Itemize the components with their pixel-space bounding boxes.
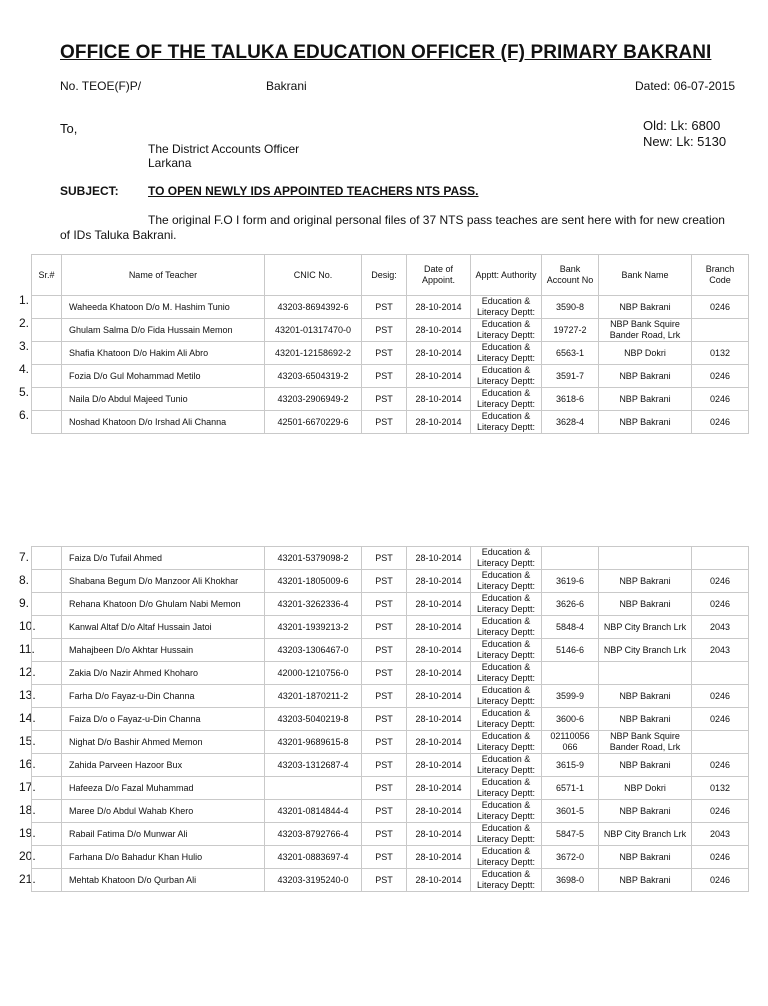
cell-authority: Education & Literacy Deptt: (471, 365, 542, 388)
table-row (32, 685, 749, 708)
serial-number: 6. (19, 408, 30, 422)
cell-desig: PST (362, 685, 407, 708)
table-row (32, 570, 749, 593)
header-authority: Apptt: Authority (471, 255, 542, 296)
old-lk-number: Old: Lk: 6800 (643, 118, 721, 133)
cell-date: 28-10-2014 (407, 570, 471, 593)
cell-name: Fozia D/o Gul Mohammad Metilo (62, 365, 265, 388)
cell-account: 3628-4 (542, 411, 599, 434)
cell-name: Zahida Parveen Hazoor Bux (62, 754, 265, 777)
cell-date: 28-10-2014 (407, 616, 471, 639)
cell-desig: PST (362, 411, 407, 434)
serial-number: 16. (19, 757, 36, 771)
cell-date: 28-10-2014 (407, 593, 471, 616)
cell-branch: 0132 (692, 777, 749, 800)
cell-branch: 0246 (692, 754, 749, 777)
cell-account: 3615-9 (542, 754, 599, 777)
serial-number: 13. (19, 688, 36, 702)
cell-desig: PST (362, 342, 407, 365)
cell-account: 6571-1 (542, 777, 599, 800)
cell-desig: PST (362, 365, 407, 388)
cell-cnic: 43201-1870211-2 (265, 685, 362, 708)
cell-account: 3590-8 (542, 296, 599, 319)
cell-branch: 0246 (692, 388, 749, 411)
cell-name: Maree D/o Abdul Wahab Khero (62, 800, 265, 823)
serial-number: 12. (19, 665, 36, 679)
cell-branch: 2043 (692, 639, 749, 662)
header-account: Bank Account No (542, 255, 599, 296)
cell-cnic: 43201-01317470-0 (265, 319, 362, 342)
cell-date: 28-10-2014 (407, 547, 471, 570)
cell-authority: Education & Literacy Deptt: (471, 388, 542, 411)
cell-desig: PST (362, 754, 407, 777)
serial-number: 2. (19, 316, 30, 330)
cell-bank: NBP Dokri (599, 777, 692, 800)
cell-date: 28-10-2014 (407, 800, 471, 823)
cell-branch: 2043 (692, 823, 749, 846)
table-row (32, 800, 749, 823)
cell-account: 5848-4 (542, 616, 599, 639)
cell-sr (32, 708, 62, 731)
cell-account: 3672-0 (542, 846, 599, 869)
serial-number: 15. (19, 734, 36, 748)
cell-cnic: 42000-1210756-0 (265, 662, 362, 685)
table-row (32, 731, 749, 754)
cell-account: 3618-6 (542, 388, 599, 411)
cell-authority: Education & Literacy Deptt: (471, 570, 542, 593)
cell-desig: PST (362, 296, 407, 319)
cell-bank: NBP Bakrani (599, 708, 692, 731)
cell-branch: 2043 (692, 616, 749, 639)
serial-number: 8. (19, 573, 30, 587)
cell-branch (692, 731, 749, 754)
cell-account: 6563-1 (542, 342, 599, 365)
cell-name: Noshad Khatoon D/o Irshad Ali Channa (62, 411, 265, 434)
cell-name: Farhana D/o Bahadur Khan Hulio (62, 846, 265, 869)
cell-branch (692, 547, 749, 570)
header-bank: Bank Name (599, 255, 692, 296)
cell-account: 3601-5 (542, 800, 599, 823)
cell-sr (32, 570, 62, 593)
cell-branch: 0246 (692, 800, 749, 823)
cell-desig: PST (362, 869, 407, 892)
table-row (32, 616, 749, 639)
cell-date: 28-10-2014 (407, 823, 471, 846)
cell-account: 3599-9 (542, 685, 599, 708)
cell-desig: PST (362, 388, 407, 411)
cell-authority: Education & Literacy Deptt: (471, 823, 542, 846)
cell-date: 28-10-2014 (407, 319, 471, 342)
cell-date: 28-10-2014 (407, 777, 471, 800)
cell-sr (32, 411, 62, 434)
table-row (32, 823, 749, 846)
new-lk-number: New: Lk: 5130 (643, 134, 727, 149)
table-row (32, 296, 749, 319)
cell-cnic: 43203-5040219-8 (265, 708, 362, 731)
cell-desig: PST (362, 777, 407, 800)
cell-authority: Education & Literacy Deptt: (471, 869, 542, 892)
cell-authority: Education & Literacy Deptt: (471, 846, 542, 869)
cell-bank: NBP Bakrani (599, 570, 692, 593)
cell-desig: PST (362, 319, 407, 342)
cell-cnic: 43201-3262336-4 (265, 593, 362, 616)
cell-date: 28-10-2014 (407, 411, 471, 434)
cell-authority: Education & Literacy Deptt: (471, 342, 542, 365)
cell-branch: 0246 (692, 365, 749, 388)
cell-sr (32, 662, 62, 685)
reference-number: No. TEOE(F)P/ (60, 79, 142, 93)
place-name: Bakrani (266, 79, 307, 93)
cell-sr (32, 342, 62, 365)
cell-branch: 0246 (692, 411, 749, 434)
cell-cnic: 43201-0814844-4 (265, 800, 362, 823)
cell-name: Shabana Begum D/o Manzoor Ali Khokhar (62, 570, 265, 593)
cell-bank: NBP City Branch Lrk (599, 823, 692, 846)
cell-cnic: 43201-0883697-4 (265, 846, 362, 869)
cell-date: 28-10-2014 (407, 342, 471, 365)
cell-sr (32, 823, 62, 846)
teachers-table-first-block (31, 254, 749, 434)
table-row (32, 754, 749, 777)
cell-name: Faiza D/o o Fayaz-u-Din Channa (62, 708, 265, 731)
table-row (32, 846, 749, 869)
cell-date: 28-10-2014 (407, 708, 471, 731)
cell-bank: NBP Bank Squire Bander Road, Lrk (599, 731, 692, 754)
cell-date: 28-10-2014 (407, 846, 471, 869)
serial-number: 5. (19, 385, 30, 399)
cell-account (542, 662, 599, 685)
serial-number: 7. (19, 550, 30, 564)
table-row (32, 547, 749, 570)
cell-authority: Education & Literacy Deptt: (471, 547, 542, 570)
cell-bank: NBP Bakrani (599, 593, 692, 616)
cell-bank: NBP Bakrani (599, 411, 692, 434)
cell-branch: 0132 (692, 342, 749, 365)
cell-bank: NBP Bakrani (599, 685, 692, 708)
cell-sr (32, 731, 62, 754)
cell-name: Hafeeza D/o Fazal Muhammad (62, 777, 265, 800)
cell-authority: Education & Literacy Deptt: (471, 411, 542, 434)
table-row (32, 388, 749, 411)
serial-number: 3. (19, 339, 30, 353)
cell-account: 3619-6 (542, 570, 599, 593)
table-row (32, 342, 749, 365)
serial-number: 4. (19, 362, 30, 376)
table-row (32, 662, 749, 685)
serial-number: 14. (19, 711, 36, 725)
cell-date: 28-10-2014 (407, 365, 471, 388)
cell-name: Rehana Khatoon D/o Ghulam Nabi Memon (62, 593, 265, 616)
cell-sr (32, 296, 62, 319)
cell-cnic: 43203-8694392-6 (265, 296, 362, 319)
cell-bank: NBP Bakrani (599, 388, 692, 411)
cell-sr (32, 547, 62, 570)
cell-desig: PST (362, 708, 407, 731)
cell-sr (32, 365, 62, 388)
cell-account: 3600-6 (542, 708, 599, 731)
cell-cnic: 43201-12158692-2 (265, 342, 362, 365)
cell-account: 5847-5 (542, 823, 599, 846)
table-header-row (32, 255, 749, 296)
cell-cnic: 43203-1306467-0 (265, 639, 362, 662)
table-row (32, 869, 749, 892)
cell-date: 28-10-2014 (407, 388, 471, 411)
cell-authority: Education & Literacy Deptt: (471, 616, 542, 639)
serial-number: 11. (19, 642, 35, 656)
table-row (32, 593, 749, 616)
cell-sr (32, 593, 62, 616)
body-line-2: of IDs Taluka Bakrani. (60, 228, 177, 242)
cell-authority: Education & Literacy Deptt: (471, 754, 542, 777)
cell-date: 28-10-2014 (407, 639, 471, 662)
table-row (32, 319, 749, 342)
cell-authority: Education & Literacy Deptt: (471, 593, 542, 616)
serial-number: 18. (19, 803, 36, 817)
cell-name: Zakia D/o Nazir Ahmed Khoharo (62, 662, 265, 685)
cell-sr (32, 800, 62, 823)
cell-desig: PST (362, 593, 407, 616)
cell-desig: PST (362, 662, 407, 685)
serial-number: 21. (19, 872, 36, 886)
cell-desig: PST (362, 846, 407, 869)
cell-authority: Education & Literacy Deptt: (471, 708, 542, 731)
header-name: Name of Teacher (62, 255, 265, 296)
cell-cnic: 43201-1939213-2 (265, 616, 362, 639)
cell-date: 28-10-2014 (407, 869, 471, 892)
cell-bank (599, 662, 692, 685)
salutation-to: To, (60, 121, 78, 136)
serial-number: 1. (19, 293, 30, 307)
cell-branch: 0246 (692, 869, 749, 892)
cell-date: 28-10-2014 (407, 296, 471, 319)
cell-cnic: 43203-3195240-0 (265, 869, 362, 892)
cell-date: 28-10-2014 (407, 754, 471, 777)
cell-sr (32, 777, 62, 800)
recipient-line-1: The District Accounts Officer (148, 142, 300, 156)
cell-authority: Education & Literacy Deptt: (471, 296, 542, 319)
table-row (32, 777, 749, 800)
document-date: Dated: 06-07-2015 (635, 79, 736, 93)
cell-name: Waheeda Khatoon D/o M. Hashim Tunio (62, 296, 265, 319)
cell-desig: PST (362, 823, 407, 846)
serial-number: 17. (19, 780, 36, 794)
cell-desig: PST (362, 547, 407, 570)
cell-bank: NBP Bakrani (599, 846, 692, 869)
cell-date: 28-10-2014 (407, 662, 471, 685)
cell-authority: Education & Literacy Deptt: (471, 800, 542, 823)
cell-cnic: 43201-1805009-6 (265, 570, 362, 593)
cell-account (542, 547, 599, 570)
cell-sr (32, 319, 62, 342)
cell-branch: 0246 (692, 296, 749, 319)
table-row (32, 708, 749, 731)
cell-branch: 0246 (692, 708, 749, 731)
cell-name: Ghulam Salma D/o Fida Hussain Memon (62, 319, 265, 342)
cell-bank: NBP Bakrani (599, 869, 692, 892)
cell-cnic: 43201-9689615-8 (265, 731, 362, 754)
cell-bank: NBP Bakrani (599, 296, 692, 319)
cell-branch: 0246 (692, 570, 749, 593)
cell-account: 19727-2 (542, 319, 599, 342)
cell-desig: PST (362, 639, 407, 662)
cell-cnic: 43201-5379098-2 (265, 547, 362, 570)
cell-name: Faiza D/o Tufail Ahmed (62, 547, 265, 570)
serial-number: 10. (19, 619, 36, 633)
cell-sr (32, 616, 62, 639)
cell-bank: NBP Bank Squire Bander Road, Lrk (599, 319, 692, 342)
cell-account: 3698-0 (542, 869, 599, 892)
cell-desig: PST (362, 570, 407, 593)
cell-account: 02110056 066 (542, 731, 599, 754)
cell-authority: Education & Literacy Deptt: (471, 777, 542, 800)
cell-bank: NBP Dokri (599, 342, 692, 365)
cell-date: 28-10-2014 (407, 685, 471, 708)
cell-name: Mehtab Khatoon D/o Qurban Ali (62, 869, 265, 892)
cell-sr (32, 685, 62, 708)
cell-desig: PST (362, 616, 407, 639)
cell-cnic: 43203-6504319-2 (265, 365, 362, 388)
cell-desig: PST (362, 731, 407, 754)
cell-bank: NBP Bakrani (599, 800, 692, 823)
cell-cnic: 43203-8792766-4 (265, 823, 362, 846)
cell-bank: NBP Bakrani (599, 754, 692, 777)
cell-name: Naila D/o Abdul Majeed Tunio (62, 388, 265, 411)
serial-number: 20. (19, 849, 36, 863)
cell-cnic: 43203-1312687-4 (265, 754, 362, 777)
header-desig: Desig: (362, 255, 407, 296)
recipient-line-2: Larkana (148, 156, 192, 170)
header-branch: Branch Code (692, 255, 749, 296)
cell-bank: NBP City Branch Lrk (599, 616, 692, 639)
teachers-table-second-block (31, 546, 749, 892)
header-cnic: CNIC No. (265, 255, 362, 296)
cell-sr (32, 869, 62, 892)
cell-bank: NBP City Branch Lrk (599, 639, 692, 662)
cell-cnic: 43203-2906949-2 (265, 388, 362, 411)
body-line-1: The original F.O I form and original personal files of 37 NTS pass teaches are sent here with for new creation (148, 213, 725, 227)
header-date: Date of Appoint. (407, 255, 471, 296)
cell-account: 5146-6 (542, 639, 599, 662)
cell-sr (32, 754, 62, 777)
cell-sr (32, 639, 62, 662)
cell-authority: Education & Literacy Deptt: (471, 685, 542, 708)
cell-branch: 0246 (692, 685, 749, 708)
cell-cnic: 42501-6670229-6 (265, 411, 362, 434)
cell-sr (32, 846, 62, 869)
cell-branch (692, 662, 749, 685)
cell-name: Shafia Khatoon D/o Hakim Ali Abro (62, 342, 265, 365)
serial-number: 9. (19, 596, 30, 610)
cell-authority: Education & Literacy Deptt: (471, 639, 542, 662)
header-sr: Sr.# (32, 255, 62, 296)
cell-authority: Education & Literacy Deptt: (471, 662, 542, 685)
cell-branch: 0246 (692, 593, 749, 616)
cell-account: 3626-6 (542, 593, 599, 616)
cell-authority: Education & Literacy Deptt: (471, 319, 542, 342)
cell-account: 3591-7 (542, 365, 599, 388)
cell-authority: Education & Literacy Deptt: (471, 731, 542, 754)
cell-sr (32, 388, 62, 411)
cell-name: Farha D/o Fayaz-u-Din Channa (62, 685, 265, 708)
cell-bank (599, 547, 692, 570)
cell-name: Mahajbeen D/o Akhtar Hussain (62, 639, 265, 662)
cell-branch: 0246 (692, 846, 749, 869)
subject-text: TO OPEN NEWLY IDS APPOINTED TEACHERS NTS PASS. (148, 184, 479, 198)
cell-name: Kanwal Altaf D/o Altaf Hussain Jatoi (62, 616, 265, 639)
cell-cnic (265, 777, 362, 800)
document-title: OFFICE OF THE TALUKA EDUCATION OFFICER (F) PRIMARY BAKRANI (60, 42, 712, 63)
table-row (32, 411, 749, 434)
cell-name: Nighat D/o Bashir Ahmed Memon (62, 731, 265, 754)
serial-number: 19. (19, 826, 36, 840)
cell-desig: PST (362, 800, 407, 823)
subject-label: SUBJECT: (60, 184, 119, 198)
cell-branch (692, 319, 749, 342)
cell-bank: NBP Bakrani (599, 365, 692, 388)
table-row (32, 365, 749, 388)
cell-date: 28-10-2014 (407, 731, 471, 754)
table-row (32, 639, 749, 662)
cell-name: Rabail Fatima D/o Munwar Ali (62, 823, 265, 846)
